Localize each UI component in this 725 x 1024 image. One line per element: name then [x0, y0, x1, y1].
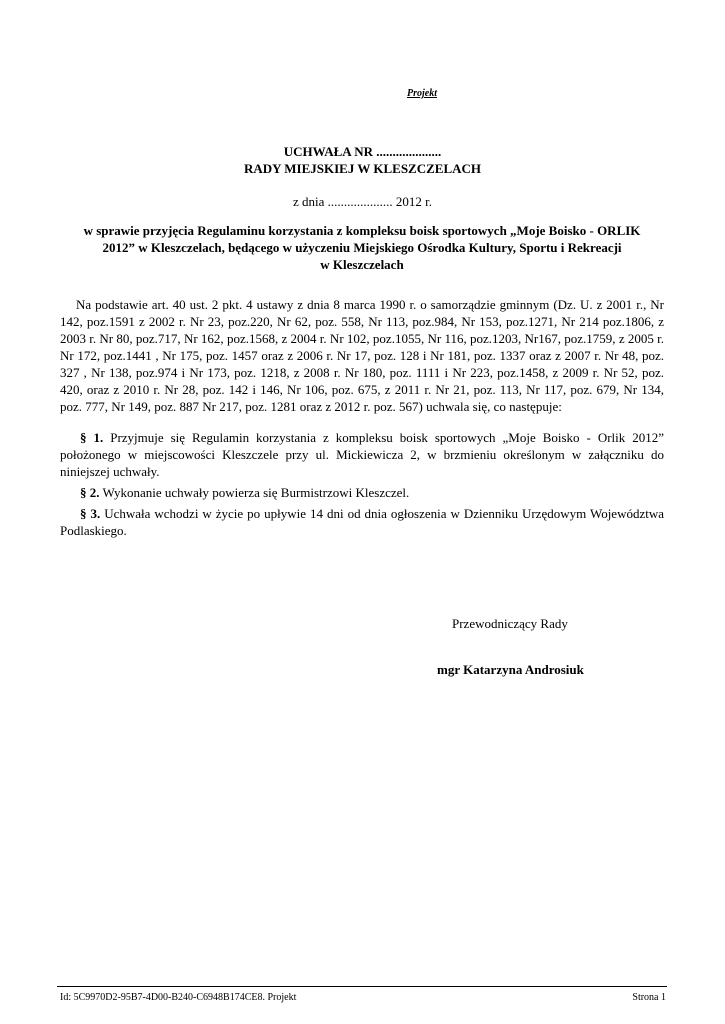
legal-basis-preamble: Na podstawie art. 40 ust. 2 pkt. 4 ustawy z dnia 8 marca 1990 r. o samorządzie gminnym (Dz. U. z 2001 r., Nr 142, poz.1591 z 2002 r. Nr 23, poz.220, Nr 62, poz. 558, Nr 113, poz.984, Nr 153, poz.1271, Nr 214 poz.1806, z 2003 r. Nr 80, poz.717, Nr 162, poz.1568, z 2004 r. Nr 102, poz.1055, Nr 116, poz.1203, Nr167, poz.1759, z 2005 r. Nr 172, poz.1441 , Nr 175, poz. 1457 oraz z 2006 r. Nr 17, poz. 128 i Nr 181, poz. 1337 oraz z 2007 r. Nr 48, poz. 327 , Nr 138, poz.974 i Nr 173, poz. 1218, z 2008 r. Nr 180, poz. 1111 i Nr 223, poz.1458, z 2009 r. Nr 52, poz. 420, oraz z 2010 r. Nr 28, poz. 142 i 146, Nr 106, poz. 675, z 2011 r. Nr 21, poz. 113, Nr 117, poz. 679, Nr 134, poz. 777, Nr 149, poz. 887 Nr 217, poz. 1281 oraz z 2012 r. poz. 567) uchwala się, co następuje: [60, 297, 664, 414]
subject-line: 2012” w Kleszczelach, będącego w użyczeniu Miejskiego Ośrodka Kultury, Sportu i Rekreacji [102, 240, 622, 255]
signature-name: mgr Katarzyna Androsiuk [437, 662, 584, 677]
paragraph-text: Przyjmuje się Regulamin korzystania z kompleksu boisk sportowych „Moje Boisko - Orlik 2012” położonego w miejscowości Kleszczele przy ul. Mickiewicza 2, w brzmieniu określonym w załączniku do niniejszej uchwały. [60, 430, 665, 479]
resolution-subject [60, 222, 664, 273]
signature-title: Przewodniczący Rady [452, 616, 568, 631]
footer-divider [57, 986, 667, 987]
paragraph-mark: § 3. [80, 506, 101, 521]
resolution-date: z dnia .................... 2012 r. [292, 194, 432, 209]
paragraph-mark: § 2. [80, 485, 100, 500]
page-number: Strona 1 [632, 992, 666, 1003]
paragraph-2 [60, 484, 664, 501]
paragraph-3 [60, 505, 664, 539]
resolution-number: UCHWAŁA NR .................... [283, 144, 442, 159]
subject-line: w sprawie przyjęcia Regulaminu korzystania z kompleksu boisk sportowych „Moje Boisko - ORLIK [83, 223, 641, 238]
projekt-label: Projekt [407, 88, 437, 99]
resolution-title [0, 143, 725, 177]
paragraph-text: Uchwała wchodzi w życie po upływie 14 dni od dnia ogłoszenia w Dzienniku Urzędowym Województwa Podlaskiego. [60, 506, 665, 538]
paragraph-text: Wykonanie uchwały powierza się Burmistrzowi Kleszczel. [99, 485, 410, 500]
document-id: Id: 5C9970D2-95B7-4D00-B240-C6948B174CE8. Projekt [60, 992, 297, 1003]
council-name: RADY MIEJSKIEJ W KLESZCZELACH [243, 161, 482, 176]
subject-line: w Kleszczelach [320, 257, 404, 272]
paragraph-mark: § 1. [80, 430, 104, 445]
paragraph-1 [60, 429, 664, 480]
